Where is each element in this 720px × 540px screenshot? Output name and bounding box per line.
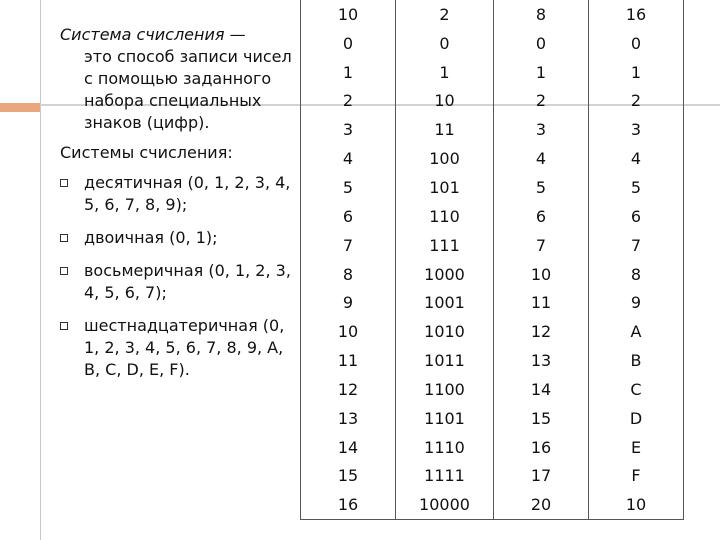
list-item-text: десятичная (0, 1, 2, 3, 4, 5, 6, 7, 8, 9); [84, 173, 291, 214]
table-cell: 9 [589, 288, 684, 317]
table-cell: 5 [589, 173, 684, 202]
square-bullet-icon [60, 179, 68, 187]
table-cell: 4 [494, 144, 589, 173]
table-row [301, 29, 684, 58]
table-row [301, 490, 684, 519]
table-cell: 17 [494, 462, 589, 491]
table-row [301, 173, 684, 202]
definition-term: Система счисления [60, 25, 225, 44]
table-cell: 1011 [396, 346, 494, 375]
table-cell: 10000 [396, 490, 494, 519]
definition-dash: — [224, 25, 246, 44]
table-cell: B [589, 346, 684, 375]
table-cell: 1000 [396, 260, 494, 289]
table-cell: 2 [589, 87, 684, 116]
table-row [301, 115, 684, 144]
list-item-text: двоичная (0, 1); [84, 228, 218, 247]
list-item [60, 260, 292, 304]
list-item [60, 227, 292, 249]
table-cell: 8 [494, 0, 589, 29]
table-row [301, 288, 684, 317]
table-cell: 1 [589, 58, 684, 87]
systems-title: Системы счисления: [60, 143, 233, 162]
table-cell: 100 [396, 144, 494, 173]
table-cell: 7 [301, 231, 396, 260]
table-cell: 6 [494, 202, 589, 231]
definition-body: это способ записи чисел с помощью заданного набора специальных знаков (цифр). [84, 47, 292, 132]
table-row [301, 202, 684, 231]
table-cell: 0 [301, 29, 396, 58]
table-cell: 0 [494, 29, 589, 58]
systems-list [60, 172, 292, 381]
table-cell: C [589, 375, 684, 404]
table-row [301, 260, 684, 289]
table-cell: 11 [494, 288, 589, 317]
table-cell: 0 [396, 29, 494, 58]
table-row [301, 433, 684, 462]
table-cell: 2 [301, 87, 396, 116]
conversion-table [300, 0, 684, 520]
table-cell: 1100 [396, 375, 494, 404]
table-cell: 15 [494, 404, 589, 433]
list-item-text: шестнадцатеричная (0, 1, 2, 3, 4, 5, 6, 7, 8, 9, A, B, C, D, E, F). [84, 316, 285, 379]
table-cell: 1 [301, 58, 396, 87]
square-bullet-icon [60, 267, 68, 275]
table-cell: 20 [494, 490, 589, 519]
table-row [301, 404, 684, 433]
table-cell: 1001 [396, 288, 494, 317]
table-row [301, 375, 684, 404]
list-item [60, 172, 292, 216]
table-cell: D [589, 404, 684, 433]
square-bullet-icon [60, 234, 68, 242]
table-cell: 7 [589, 231, 684, 260]
table-cell: 1110 [396, 433, 494, 462]
table-cell: 13 [301, 404, 396, 433]
table-row [301, 346, 684, 375]
table-cell: 10 [301, 317, 396, 346]
table-cell: 5 [301, 173, 396, 202]
table-cell: 0 [589, 29, 684, 58]
table-cell: 3 [589, 115, 684, 144]
table-body [301, 0, 684, 520]
table-cell: 6 [301, 202, 396, 231]
conversion-table-container [300, 0, 683, 520]
table-cell: 101 [396, 173, 494, 202]
table-cell: 11 [396, 115, 494, 144]
table-cell: 14 [494, 375, 589, 404]
table-cell: 9 [301, 288, 396, 317]
list-item [60, 315, 292, 381]
text-column [60, 24, 292, 392]
table-cell: 111 [396, 231, 494, 260]
table-cell: 2 [396, 0, 494, 29]
table-cell: 4 [589, 144, 684, 173]
table-cell: 14 [301, 433, 396, 462]
table-row [301, 87, 684, 116]
table-row [301, 231, 684, 260]
table-cell: 10 [301, 0, 396, 29]
table-row [301, 317, 684, 346]
definition [60, 24, 292, 134]
table-cell: 8 [589, 260, 684, 289]
table-cell: 12 [494, 317, 589, 346]
table-cell: 16 [494, 433, 589, 462]
table-cell: 11 [301, 346, 396, 375]
table-cell: 1101 [396, 404, 494, 433]
table-cell: 16 [589, 0, 684, 29]
table-cell: F [589, 462, 684, 491]
table-cell: 15 [301, 462, 396, 491]
table-cell: E [589, 433, 684, 462]
list-item-text: восьмеричная (0, 1, 2, 3, 4, 5, 6, 7); [84, 261, 291, 302]
square-bullet-icon [60, 322, 68, 330]
table-header-row [301, 0, 684, 29]
left-vertical-rule [40, 0, 41, 540]
table-cell: 10 [589, 490, 684, 519]
table-row [301, 58, 684, 87]
table-cell: 1010 [396, 317, 494, 346]
table-cell: 10 [494, 260, 589, 289]
table-cell: 110 [396, 202, 494, 231]
table-cell: 6 [589, 202, 684, 231]
table-cell: 5 [494, 173, 589, 202]
table-cell: 10 [396, 87, 494, 116]
table-cell: 13 [494, 346, 589, 375]
table-cell: 3 [494, 115, 589, 144]
table-cell: 7 [494, 231, 589, 260]
table-cell: 1 [396, 58, 494, 87]
table-cell: 1111 [396, 462, 494, 491]
table-cell: 2 [494, 87, 589, 116]
table-cell: A [589, 317, 684, 346]
table-cell: 4 [301, 144, 396, 173]
accent-bar [0, 103, 40, 112]
table-cell: 8 [301, 260, 396, 289]
table-cell: 16 [301, 490, 396, 519]
table-cell: 1 [494, 58, 589, 87]
table-cell: 12 [301, 375, 396, 404]
table-row [301, 462, 684, 491]
table-cell: 3 [301, 115, 396, 144]
table-row [301, 144, 684, 173]
